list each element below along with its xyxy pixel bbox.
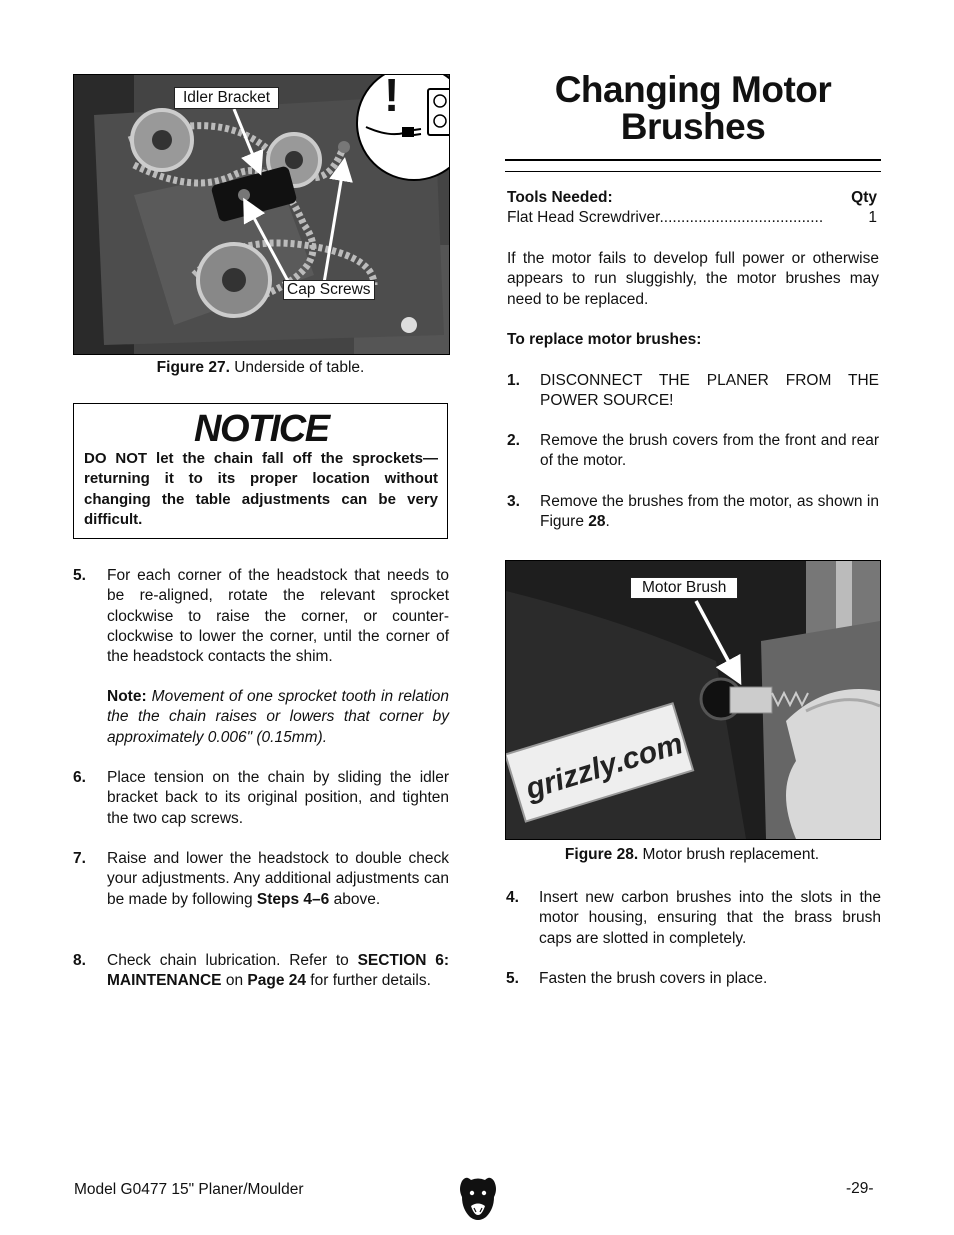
left-step-5: 5. For each corner of the headstock that needs to be re-aligned, rotate the relevant sprocket clockwise to raise the corner, or counter-clockwise to lower the corner, until the corner of the headstock contacts the shim. (73, 567, 449, 666)
title-rule-thin (505, 171, 881, 172)
exclamation-glyph: ! (384, 74, 400, 121)
tools-row: Flat Head Screwdriver...................................... 1 (507, 208, 877, 228)
bear-logo-icon (458, 1175, 498, 1223)
notice-text: DO NOT let the chain fall off the sprockets—returning it to its proper location without changing the table adjustments can be very difficult. (84, 450, 438, 528)
figure-28-photo (505, 560, 881, 840)
left-step-7: 7. Raise and lower the headstock to double check your adjustments. Any additional adjustments can be made by following Steps 4–6 above. (73, 850, 449, 908)
footer-model: Model G0477 15" Planer/Moulder (74, 1181, 304, 1198)
right-step-4: 4. Insert new carbon brushes into the slots in the motor housing, ensuring that the brass brush caps are slotted in completely. (506, 889, 881, 947)
intro-paragraph: If the motor fails to develop full power or otherwise appears to run sluggishly, the motor brushes may need to be replaced. (507, 250, 879, 308)
footer-page-number: -29- (846, 1180, 874, 1197)
callout-arrows (74, 75, 449, 354)
motor-brush-arrow (506, 561, 880, 839)
notice-title: NOTICE (194, 408, 329, 450)
callout-idler-bracket: Idler Bracket (174, 87, 279, 109)
right-step-2: 2. Remove the brush covers from the front and rear of the motor. (507, 432, 879, 470)
callout-cap-screws: Cap Screws (283, 280, 375, 300)
note-paragraph: Note: Movement of one sprocket tooth in relation the the chain raises or lowers that corner by approximately 0.006" (0.15mm). (107, 688, 449, 746)
tools-header: Tools Needed: Qty (507, 189, 877, 206)
right-step-3: 3. Remove the brushes from the motor, as shown in Figure 28. (507, 493, 879, 531)
notice-box (73, 403, 448, 539)
grizzly-logo-text: grizzly.com (521, 727, 687, 807)
callout-motor-brush: Motor Brush (630, 577, 738, 599)
left-step-6: 6. Place tension on the chain by sliding the idler bracket back to its original position, and tighten the two cap screws. (73, 769, 449, 827)
title-rule (505, 159, 881, 161)
section-title: Changing Motor Brushes (554, 69, 832, 147)
figure-27-photo (73, 74, 450, 355)
figure-27-caption: Figure 27. Underside of table. (156, 359, 365, 376)
right-step-5: 5. Fasten the brush covers in place. (506, 970, 768, 987)
right-step-1: 1. DISCONNECT THE PLANER FROM THE POWER SOURCE! (507, 372, 879, 410)
left-step-8: 8. Check chain lubrication. Refer to SECTION 6: MAINTENANCE on Page 24 for further details. (73, 952, 449, 990)
figure-28-caption: Figure 28. Motor brush replacement. (564, 846, 820, 863)
replace-heading: To replace motor brushes: (507, 331, 702, 348)
